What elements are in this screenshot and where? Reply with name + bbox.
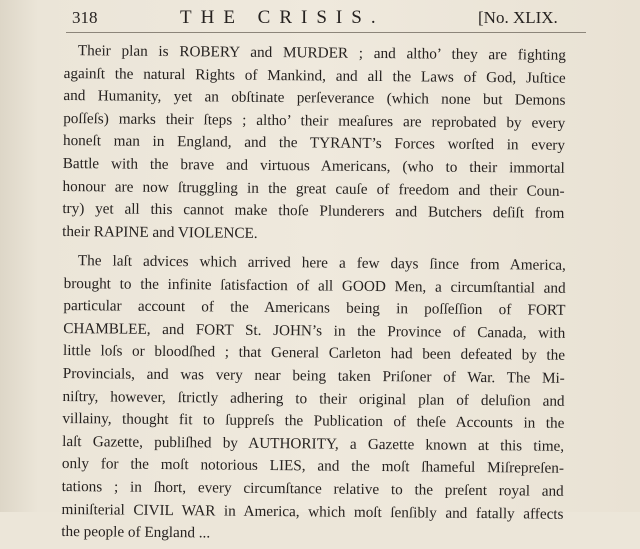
text-line: honour are now ſtruggling in the great cauſe of freedom and their Coun-: [62, 177, 565, 200]
issue-number: [No. XLIX.: [478, 8, 558, 27]
page-header: [0, 4, 640, 30]
text-line: particular account of the Americans being in poſſeſſion of FORT: [63, 297, 566, 320]
text-line: laſt Gazette, publiſhed by AUTHORITY, a Gazette known at this time,: [62, 432, 565, 455]
text-line: niſtry, however, ſtrictly adhering to their original plan of deluſion and: [62, 387, 565, 410]
text-line: their RAPINE and VIOLENCE.: [62, 222, 258, 242]
text-line: the people of England ...: [61, 523, 211, 542]
text-line: brought to the infinite ſatisfaction of all GOOD Men, a circumſtantial and: [63, 274, 566, 297]
text-line: villainy, thought fit to ſuppreſs the Publication of theſe Accounts in the: [62, 410, 565, 432]
paragraph-1: [62, 40, 566, 248]
text-line: miniſterial CIVIL WAR in America, which moſt ſenſibly and fatally affects: [61, 500, 564, 523]
text-line: CHAMBLEE, and FORT St. JOHN’s in the Province of Canada, with: [63, 319, 566, 342]
text-line: againſt the natural Rights of Mankind, and all the Laws of God, Juſtice: [63, 64, 566, 87]
text-line: only for the moſt notorious LIES, and the moſt ſhameful Miſrepreſen-: [61, 455, 565, 478]
text-line: poſſeſs) marks their ſteps ; altho’ their meaſures are reprobated by every: [63, 109, 566, 132]
text-line: tations ; in ſhort, every circumſtance relative to the preſent royal and: [61, 477, 564, 500]
page-number: 318: [72, 8, 98, 27]
header-rule: [66, 32, 586, 33]
text-line: Provincials, and was very near being taken Priſoner of War. The Mi-: [62, 364, 565, 387]
text-line: try) yet all this cannot make thoſe Plunderers and Butchers deſiſt from: [62, 200, 565, 222]
text-line: The laſt advices which arrived here a few days ſince from America,: [77, 252, 566, 274]
text-line: and Humanity, yet an obſtinate perſeverance (which none but Demons: [63, 87, 566, 110]
publication-title: THE CRISIS.: [180, 7, 385, 28]
text-line: little loſs or bloodſhed ; that General Carleton had been defeated by the: [62, 342, 566, 365]
text-line: Their plan is ROBERY and MURDER ; and altho’ they are fighting: [77, 42, 566, 64]
paragraph-2: [61, 250, 566, 549]
text-line: honeſt man in England, and the TYRANT’s Forces worſted in every: [62, 132, 566, 155]
text-line: Battle with the brave and virtuous Americans, (who to their immortal: [62, 154, 565, 177]
